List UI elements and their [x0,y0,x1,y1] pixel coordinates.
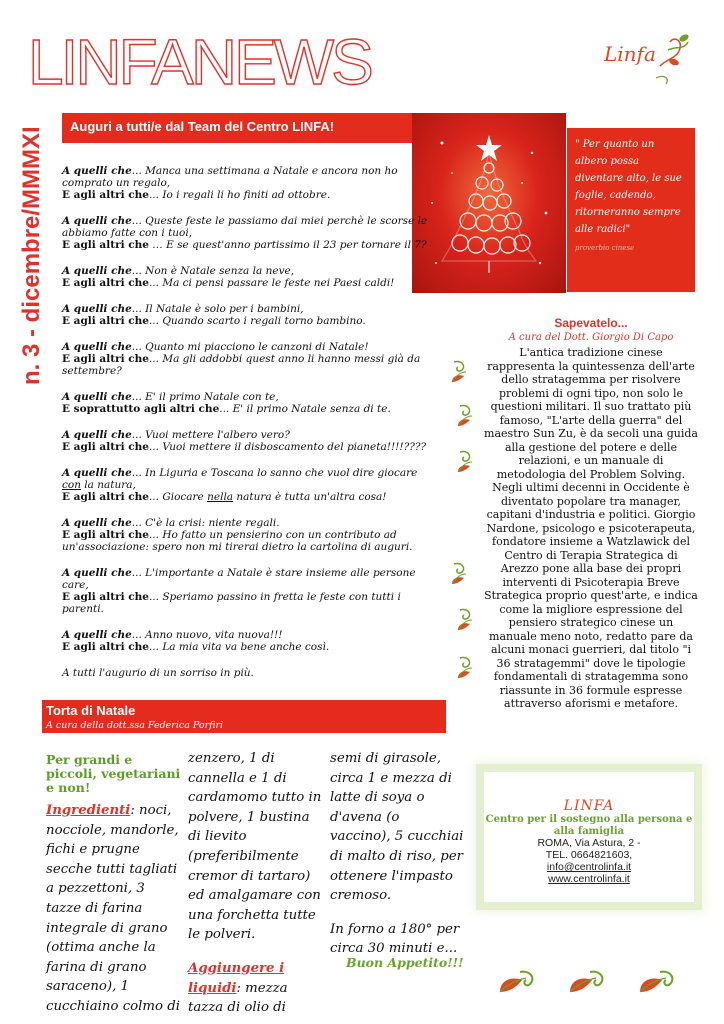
stanza: A quelli che... Il Natale è solo per i bambini, E agli altri che... Quando scarto i regali torno bambino. [62,303,366,327]
oven-text: In forno a 180° per circa 30 minuti e... [330,921,460,957]
stanza: A quelli che... C'è la crisi: niente regali. E agli altri che... Ho fatto un pensierino con un contributo ad un'associazione: spero non mi tirerai dietro la cartolina di auguri. [62,517,413,553]
contact-box [484,772,694,902]
sapevatelo-author: A cura del Dott. Giorgio Di Capo [508,332,674,343]
torta-title: Torta di Natale [46,703,136,718]
recipe-column-3 [330,749,464,959]
leaf-swirl-icon [452,402,478,430]
recipe-text: zenzero, 1 di cannella e 1 di cardamomo tutto in polvere, 1 bustina di lievito (preferibilmente cremor di tartaro) ed amalgamare con una forchetta tutte le polveri. [188,751,322,943]
stanza: A quelli che... Non è Natale senza la neve, E agli altri che... Ma ci pensi passare le feste nei Paesi caldi! [62,265,395,289]
masthead-title: LINFANEWS [28,26,371,98]
recipe-subtitle: Per grandi e piccoli, vegetariani e non! [46,752,181,795]
leaf-swirl-icon [446,560,472,588]
quote-author: proverbio cinese [575,244,635,252]
contact-address: ROMA, Via Astura, 2 - [537,837,641,849]
torta-author: A cura della dott.ssa Federica Porfiri [46,720,224,731]
contact-email-link[interactable]: info@centrolinfa.it [546,861,632,873]
stanza: A quelli che... Manca una settimana a Natale e ancora non ho comprato un regalo, E agli altri che... Io i regali li ho finiti ad ottobre. [62,165,398,201]
christmas-tree-icon [412,113,566,293]
recipe-column-1 [46,753,182,1017]
stanza: A quelli che... In Liguria e Toscana lo sanno che vuol dire giocare con la natura, E agli altri che... Giocare nella natura è tutta un'altra cosa! [62,467,418,503]
leaf-swirl-icon [452,654,478,682]
stanza: A quelli che... Anno nuovo, vita nuova!!! E agli altri che... La mia vita va bene anche così. [62,629,330,653]
leaf-swirl-icon [566,962,610,1002]
ingredients-label: Ingredienti [46,803,131,818]
leaf-swirl-icon [452,448,478,476]
ingredients-text: : noci, nocciole, mandorle, fichi e prugne secche tutti tagliati a pezzettoni, 3 tazze di farina integrale di grano (ottima anche la farina di grano saraceno), 1 cucchiaino colmo di [46,803,181,1014]
logo-word: Linfa [604,42,656,66]
stanza: A quelli che... Quanto mi piacciono le canzoni di Natale! E agli altri che... Ma gli addobbi quest anno li hanno messi già da settembre? [62,341,421,377]
stanza: A quelli che... Queste feste le passiamo dai miei perchè le scorse le abbiamo fatte con i tuoi, E agli altri che … E se quest'anno partissimo il 23 per tornare il 7? [62,215,428,251]
sapevatelo-title: Sapevatelo... [554,316,628,330]
recipe-text: semi di girasole, circa 1 e mezza di latte di soya o d'avena (o vaccino), 5 cucchiai di malto di riso, per ottenere l'impasto cremoso. [330,751,464,904]
leaf-swirl-icon [496,962,540,1002]
sapevatelo-body: L'antica tradizione cinese rappresenta la quintessenza dell'arte dello stratagemma per risolvere problemi di ogni tipo, non solo le questioni militari. Il suo trattato più famoso, "L'arte della guerra" del maestro Sun Zu, è da secoli una guida alla gestione del potere e delle relazioni, e un manuale di metodologia del Problem Solving. Negli ultimi decenni in Occidente è diventato popolare tra manager, capitani d'industria e politici. Giorgio Nardone, psicologo e psicoterapeuta, fondatore insieme a Watzlawick del Centro di Terapia Strategica di Arezzo pone alla base dei propri interventi di Psicoterapia Breve Strategica proprio quest'arte, e indica come la migliore espressione del pensiero strategico cinese un manuale meno noto, redatto pare da alcuni monaci guerrieri, dal titolo "i 36 stratagemmi" dove le tipologie fondamentali di stratagemma sono riassunte in 36 formule espresse attraverso aforismi e metafore. [484,346,698,710]
leaf-swirl-icon [446,358,472,386]
liquids-text: : mezza tazza di olio di [188,980,288,1016]
quote-text: " Per quanto un albero possa diventare alto, le sue foglie, cadendo, ritorneranno sempre alle radici" [575,139,682,235]
issue-label: n. 3 - dicembre/MMMXI [18,126,45,385]
leaf-swirl-icon [452,606,478,634]
buon-appetito: Buon Appetito!!! [346,955,464,970]
torta-header [42,700,446,733]
auguri-poem [62,165,432,693]
liquids-label: Aggiungere i liquidi [188,960,285,996]
contact-web-link[interactable]: www.centrolinfa.it [548,873,630,885]
auguri-title: Auguri a tutti/e dal Team del Centro LINFA! [62,113,412,143]
stanza: A quelli che... L'importante a Natale è stare insieme alle persone care, E agli altri che... Speriamo passino in fretta le feste con tutti i parenti. [62,567,416,615]
leaf-swirl-icon [636,962,680,1002]
contact-phone: TEL. 0664821603, [545,849,633,861]
contact-subtitle: Centro per il sostegno alla persona e alla famiglia [485,814,693,837]
recipe-column-2 [188,749,322,1018]
quote-box [567,128,695,292]
linfa-logo [598,28,698,88]
stanza: A quelli che... E' il primo Natale con te, E soprattutto agli altri che... E' il primo Natale senza di te. [62,391,391,415]
auguri-closing: A tutti l'augurio di un sorriso in più. [62,667,254,679]
contact-name: LINFA [563,798,615,814]
stanza: A quelli che... Vuoi mettere l'albero vero? E agli altri che... Vuoi mettere il disboscamento del pianeta!!!!???? [62,429,427,453]
christmas-tree-image [412,113,566,293]
